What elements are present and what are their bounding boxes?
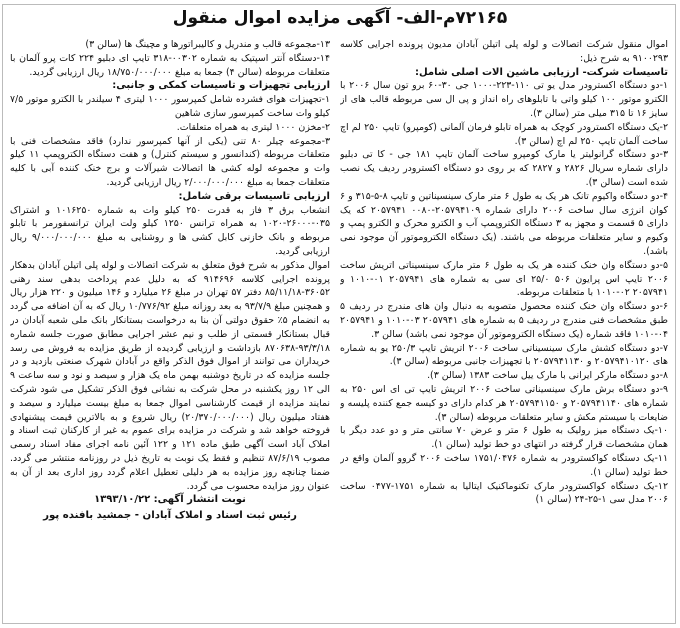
paragraph: ۶-دو دستگاه وان خنک کننده محصول متصوبه به دنبال وان های مندرج در ردیف ۵ طبق مشخصات فنی مندرج در ردیف ۵ به شماره های ۲۰۵۷۹۴۱ ۰۳-۱۰۱۰ و ۲۰۵۷۹۴۱ ۰۴-۱۰۱۰ فاقد شماره (یک دستگاه الکتروموتور آن موجود نمی باشد) سالن ۳.	[340, 301, 668, 340]
paragraph: اموال منقول شرکت اتصالات و لوله پلی اتیلن آبادان مدیون پرونده اجرایی کلاسه ۹۱۰۰۲۹۳ به شرح ذیل:	[340, 39, 668, 64]
paragraph: ۷-دو دستگاه کشش مارک سینسیناتی ساخت ۲۰۰۶ اتریش تایپ ۲۵۰/۳ یو به شماره های ۲۰۵۷۹۴۱۰۱۲۰ و ۲۰۵۷۹۴۱۱۳۰ با تجهیزات جانبی مربوطه (سالن ۳).	[340, 342, 668, 368]
publish-date: نوبت انتشار آگهی: ۱۳۹۳/۱۰/۲۲	[94, 494, 246, 506]
paragraph: ۳-مجموعه چیلر ۸۰ تنی (یکی از آنها کمپرسور ندارد) فاقد مشخصات فنی با متعلقات مربوطه (کندانسور و سیستم کنترل) و هفت دستگاه الکتروپمپ ۱۱ کیلو وات و مجموعه لوله کشی ها اتصالات شیرآلات و برج خنک کننده آبی با کلیه متعلقات جمعا به مبلغ ۲/۰۰۰/۰۰۰/۰۰۰ ریال ارزیابی گردید.	[10, 135, 330, 188]
paragraph: ۹-دو دستگاه برش مارک سینسیناتی ساخت ۲۰۰۶ اتریش تایپ تی ای اس ۲۵۰ به شماره های ۲۰۵۷۹۴۱۱۴۰ و ۲۰۵۷۹۴۱۱۵۰ هر کدام دارای دو کیسه جمع کننده پلیسه و ضایعات با سیستم مکش و سایر متعلقات مربوطه (سالن ۳).	[340, 383, 668, 423]
paragraph: ۱۴-دستگاه آنتر اسپتیک به شماره ۰۰۳۰۲-۳۱۸ تایپ ای دبلیو ۲۲۴ کات پرو آلمان با متعلقات مربوطه (سالن ۴) جمعا به مبلغ ۱۸/۷۵۰/۰۰۰/۰۰۰ ریال ارزیابی گردید.	[10, 52, 330, 78]
paragraph: ۱۲-یک دستگاه کواکسترودر مارک تکنوماکنیک ایتالیا به شماره ۱۷۵۱-۰۴۷۷ ساخت ۲۰۰۶ مدل سی ۱-۲۵-۲۴ (سالن ۱)	[340, 480, 668, 506]
paragraph: ۱۱-یک دستگاه کواکسترودر به شماره ۱۷۵۱/۰۴۷۶ ساخت ۲۰۰۶ گروو آلمان واقع در خط تولید (سالن ۱).	[340, 452, 668, 478]
page-title: ۷۲۱۶۵م-الف- آگهی مزایده اموال منقول	[172, 8, 508, 28]
paragraph: ۴-دو دستگاه واکیوم تانک هر یک به طول ۶ متر مارک سینسیناتین و تایپ ۸-۵-۳۱۵ و ۶ کوان انرژی سال ساخت ۲۰۰۶ دارای شماره ۲۰۵۷۹۴۱۰۹-۰۰۸۰ ۲۰۵۷۹۴۱ که یک دارای ۵ قسمت و مجهز به ۳ دستگاه الکتروپمپ آب و الکترو محرک و الکترو پمپ و وکیوم و سایر متعلقات مربوطه می باشند. (یک دستگاه الکتروموتور آن موجود نمی باشد).	[340, 190, 668, 257]
section-heading: ارزیابی تاسیسات برقی شامل:	[178, 190, 330, 202]
paragraph: ۱-دو دستگاه اکسترودر مدل یو تی ۱۱۰-۲۲۳-۱۰۰۰ جی ۳۰-۶۰ برو تون سال ۲۰۰۶ با الکترو موتور ۱۰۰ کیلو واتی با تابلوهای راه انداز و پی ال سی مربوطه قالب های از سایز ۱۶ تا ۳۱۵ میلی متر (سالن ۳).	[340, 80, 668, 119]
paragraph: اموال مذکور به شرح فوق متعلق به شرکت اتصالات و لوله پلی اتیلن آبادان بدهکار پرونده اجرایی کلاسه ۹۱۴۶۹۶ که به دلیل عدم پرداخت بدهی سند رهنی ۳۶۰۵۲-۸۵/۱۱/۱۸ دفتر ۵۷ تهران در مبلغ ۲۶ میلیارد و ۱۴۶ میلیون و ۲۲۰ هزار ریال و همچنین مبلغ ۹۳/۷/۹ به بعد روزانه مبلغ ۱۰/۷۷۶/۹۲ ریال که به آن اضافه می گردد به انضمام ۵٪ حقوق دولتی آن بنا به درخواست بستانکار بانک ملی شعبه آبادان در قبال بستانکار قسمتی از طلب و نیم عشر اجرایی مطابق صورت جلسه شماره ۹۳/۳/۱۸-۸۷۰۶۳۸ بازداشت و ارزیابی گردیده از طریق مزایده به فروش می رسد خریداران می توانند از اموال فوق الذکر واقع در آبادان شهرک صنعتی بازدید و در جلسه مزایده که در تاریخ دوشنبه بهمن ماه یک هزار و سیصد و نود و سه ساعت ۹ الی ۱۲ روز یکشنبه در محل شرکت به نشانی فوق الذکر تشکیل می شود شرکت نمایند مزایده از قیمت کارشناسی اموال جمعا به مبلغ بیست میلیارد و سیصد و هفتاد میلیون ریال (۲۰/۳۷۰/۰۰۰/۰۰۰) ریال شروع و به بالاترین قیمت پیشنهادی فروخته خواهد شد و شرکت در مزایده برای عموم به غیر از کارکنان ثبت اسناد و املاک آباد است آگهی طبق ماده ۱۲۱ و ۱۲۲ آئین نامه اجرای مفاد اسناد رسمی مصوب ۸۷/۶/۱۹ تنظیم و فقط یک نوبت به تاریخ ذیل در روزنامه منتشر می گردد. ضمنا چنانچه روز مزایده به هر دلیلی تعطیل اعلام گردد روز اداری بعد از آن به عنوان روز مزایده محسوب می گردد.	[10, 259, 330, 492]
paragraph: ۱۳-مجموعه قالب و مندریل و کالیبراتورها و مچینگ ها (سالن ۳)	[85, 39, 330, 50]
paragraph: ۲-یک دستگاه اکسترودر کوچک به همراه تابلو فرمان آلمانی (کومپرو) تایپ ۲۵۰ لم اچ ساخت آلمان تایپ ۲۵۰ لم اچ (سالن ۳).	[340, 121, 668, 147]
right-column	[340, 38, 668, 622]
paragraph: ۱-تجهیزات هوای فشرده شامل کمپرسور ۱۰۰۰ لیتری ۴ سیلندر با الکترو موتور ۷/۵ کیلو وات ساخت کمپرسور سازی شاهین	[10, 94, 330, 119]
left-column	[10, 38, 330, 622]
section-heading: تاسیسات شرکت- ارزیابی ماشین الات اصلی شامل:	[414, 66, 668, 78]
paragraph: ۵-دو دستگاه وان خنک کننده هر یک به طول ۶ متر مارک سینسیناتی اتریش ساخت ۲۰۰۶ تایپ اس پرایون ۵۰۶ ۲۵/۰ ای سی به شماره های ۲۰۵۷۹۴۱ ۰۱-۱۰۱۰ و ۲۰۵۷۹۴۱ ۰۲-۱۰۱۰ با متعلقات مربوطه.	[340, 259, 668, 299]
paragraph: ۳-دو دستگاه گرانولیتر یا مارک کومپرو ساخت آلمان تایپ ۱۸۱ جی - کا تی دبلیو دارای شماره سریال ۲۸۲۶ و ۲۸۲۷ که بر روی دو دستگاه اکسترودر ردیف یک نصب شده است (سالن ۳).	[340, 149, 668, 188]
paragraph: ۲-مخزن ۱۰۰۰ لیتری به همراه متعلقات.	[176, 121, 330, 133]
section-heading: ارزیابی تجهیزات و تاسیسات کمکی و جانبی:	[112, 80, 330, 92]
paragraph: ۸-دو دستگاه مارکر ایرانی با مارک ییل ساخت ۱۳۸۳ (سالن ۳).	[427, 370, 668, 382]
paragraph: انشعاب برق ۳ فاز به قدرت ۲۵۰ کیلو وات به شماره ۱۰۱۶۲۵۰ و اشتراک ۰۳۵-۲۶۰۰۰-۱۰۲۰ به همراه ترانس ۱۲۵۰ کیلو ولت ایران ترانسفورمر با تابلو مربوطه و بانک خازنی کابل کشی ها و روشنایی به مبلغ ۹/۰۰۰/۰۰۰/۰۰۰ ریال ارزیابی گردید.	[10, 204, 330, 257]
paragraph: ۱۰-یک دستگاه میز رولیک به طول ۶ متر و عرض ۷۰ سانتی متر و دو عدد دیگر با همان مشخصات قرار گرفته در انتهای دو خط تولید (سالن ۱).	[340, 425, 668, 451]
signature: رئیس ثبت اسناد و املاک آبادان - جمشید بافنده پور	[43, 510, 297, 522]
